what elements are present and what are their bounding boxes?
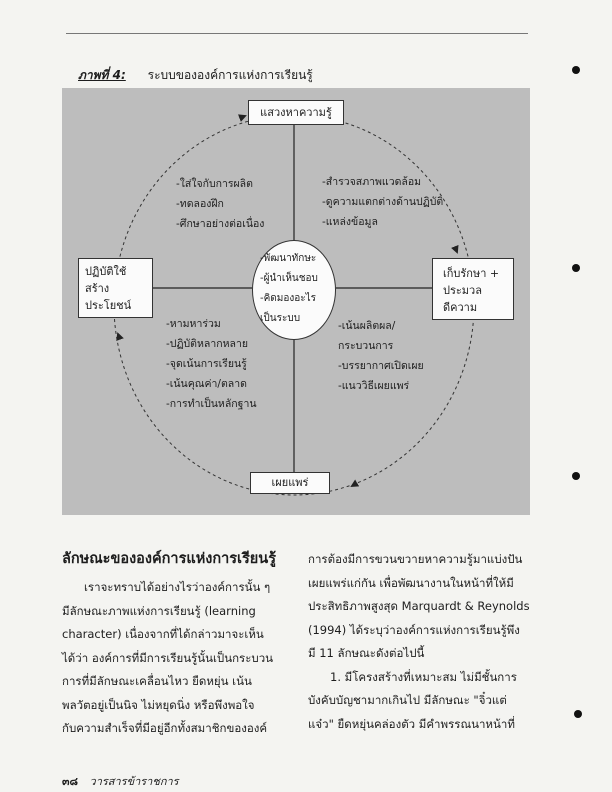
learning-organization-diagram — [62, 88, 530, 515]
box-disseminate-label: เผยแพร่ — [271, 476, 309, 489]
list-item: -จุดเน้นการเรียนรู้ — [166, 358, 247, 370]
list-item: -แหล่งข้อมูล — [322, 216, 378, 228]
article-heading: ลักษณะขององค์การแห่งการเรียนรู้ — [62, 551, 276, 567]
text-line: มีลักษณะภาพแห่งการเรียนรู้ (learning — [62, 603, 256, 618]
box-store-process — [432, 258, 514, 320]
binding-hole-4 — [574, 710, 582, 718]
list-lower-left — [166, 314, 257, 414]
center-line-2: -ผู้นำเห็นชอบ — [260, 273, 318, 284]
list-upper-right — [322, 172, 443, 232]
list-item: -เน้นผลิตผล/ — [338, 320, 396, 332]
header-rule — [66, 33, 528, 34]
box-apply-use-line-2: สร้าง — [85, 282, 110, 295]
page-number: ๓๘ — [62, 775, 79, 788]
list-lower-right — [338, 316, 424, 396]
text-line: บังคับบัญชามากเกินไป มีลักษณะ "จิ๋วแต่ — [308, 693, 507, 707]
box-seek-knowledge-label: แสวงหาความรู้ — [260, 106, 332, 119]
list-item: -ทดลองฝึก — [176, 198, 224, 210]
figure-title: ระบบขององค์การแห่งการเรียนรู้ — [147, 68, 313, 82]
center-line-3: -คิดมองอะไร — [260, 293, 317, 304]
center-line-4: เป็นระบบ — [260, 313, 301, 324]
text-line: (1994) ได้ระบุว่าองค์การแห่งการเรียนรู้พึง — [308, 622, 520, 637]
box-store-process-line-2: ประมวล — [443, 284, 482, 297]
text-line: แจ๋ว" ยืดหยุ่นคล่องตัว มีคำพรรณนาหน้าที่ — [308, 716, 515, 731]
center-ellipse — [252, 240, 336, 340]
text-line: กับความสำเร็จที่มีอยู่อีกทั้งสมาชิกขององค์ — [62, 721, 268, 735]
text-line: เราจะทราบได้อย่างไรว่าองค์การนั้น ๆ — [84, 580, 271, 594]
binding-hole-1 — [572, 66, 580, 74]
text-line: character) เนื่องจากที่ได้กล่าวมาจะเห็น — [62, 627, 264, 641]
list-item: -สำรวจสภาพแวดล้อม — [322, 176, 422, 188]
list-item: -ศึกษาอย่างต่อเนื่อง — [176, 218, 265, 230]
text-line: พลวัตอยู่เป็นนิจ ไม่หยุดนิ่ง หรือพึงพอใจ — [62, 697, 255, 712]
list-item: -ใส่ใจกับการผลิต — [176, 178, 253, 190]
article-column-right — [308, 548, 540, 736]
list-item: -บรรยากาศเปิดเผย — [338, 360, 424, 372]
journal-name: วารสารข้าราชการ — [89, 775, 179, 788]
list-item: -หามหาร่วม — [166, 318, 221, 330]
list-item: กระบวนการ — [338, 340, 394, 352]
list-item: -ปฏิบัติหลากหลาย — [166, 338, 249, 350]
text-line: เผยแพร่แก่กัน เพื่อพัฒนางานในหน้าที่ให้มี — [308, 575, 514, 590]
list-item: -แนววิธีเผยแพร่ — [338, 380, 410, 392]
binding-hole-3 — [572, 472, 580, 480]
text-line: 1. มีโครงสร้างที่เหมาะสม ไม่มีชั้นการ — [330, 669, 517, 684]
text-line: มี 11 ลักษณะดังต่อไปนี้ — [308, 646, 425, 660]
box-store-process-line-3: ดีความ — [443, 301, 478, 314]
text-line: ได้ว่า องค์การที่มีการเรียนรู้นั้นเป็นกระบวน — [62, 650, 274, 665]
text-line: การต้องมีการขวนขวายหาความรู้มาแบ่งปัน — [308, 552, 523, 566]
figure-label: ภาพที่ 4: — [78, 68, 126, 82]
list-item: -การทำเป็นหลักฐาน — [166, 398, 257, 410]
box-seek-knowledge — [248, 100, 344, 125]
list-item: -เน้นคุณค่า/ตลาด — [166, 378, 247, 390]
box-disseminate — [250, 472, 330, 494]
binding-hole-2 — [572, 264, 580, 272]
text-line: การที่มีลักษณะเคลื่อนไหว ยืดหยุ่น เน้น — [62, 674, 252, 688]
box-apply-use-line-3: ประโยชน์ — [85, 299, 132, 312]
figure-caption — [78, 66, 313, 85]
text-line: ประสิทธิภาพสูงสุด Marquardt & Reynolds — [308, 599, 530, 613]
box-apply-use-line-1: ปฏิบัติใช้ — [85, 265, 127, 278]
list-upper-left — [176, 174, 264, 234]
box-store-process-line-1: เก็บรักษา + — [443, 267, 500, 280]
page-footer — [62, 772, 179, 790]
article-column-left — [62, 548, 284, 741]
box-apply-use — [78, 258, 153, 318]
list-item: -ดูความแตกต่างด้านปฏิบัติ — [322, 196, 444, 208]
center-line-1: -พัฒนาทักษะ — [260, 253, 317, 264]
